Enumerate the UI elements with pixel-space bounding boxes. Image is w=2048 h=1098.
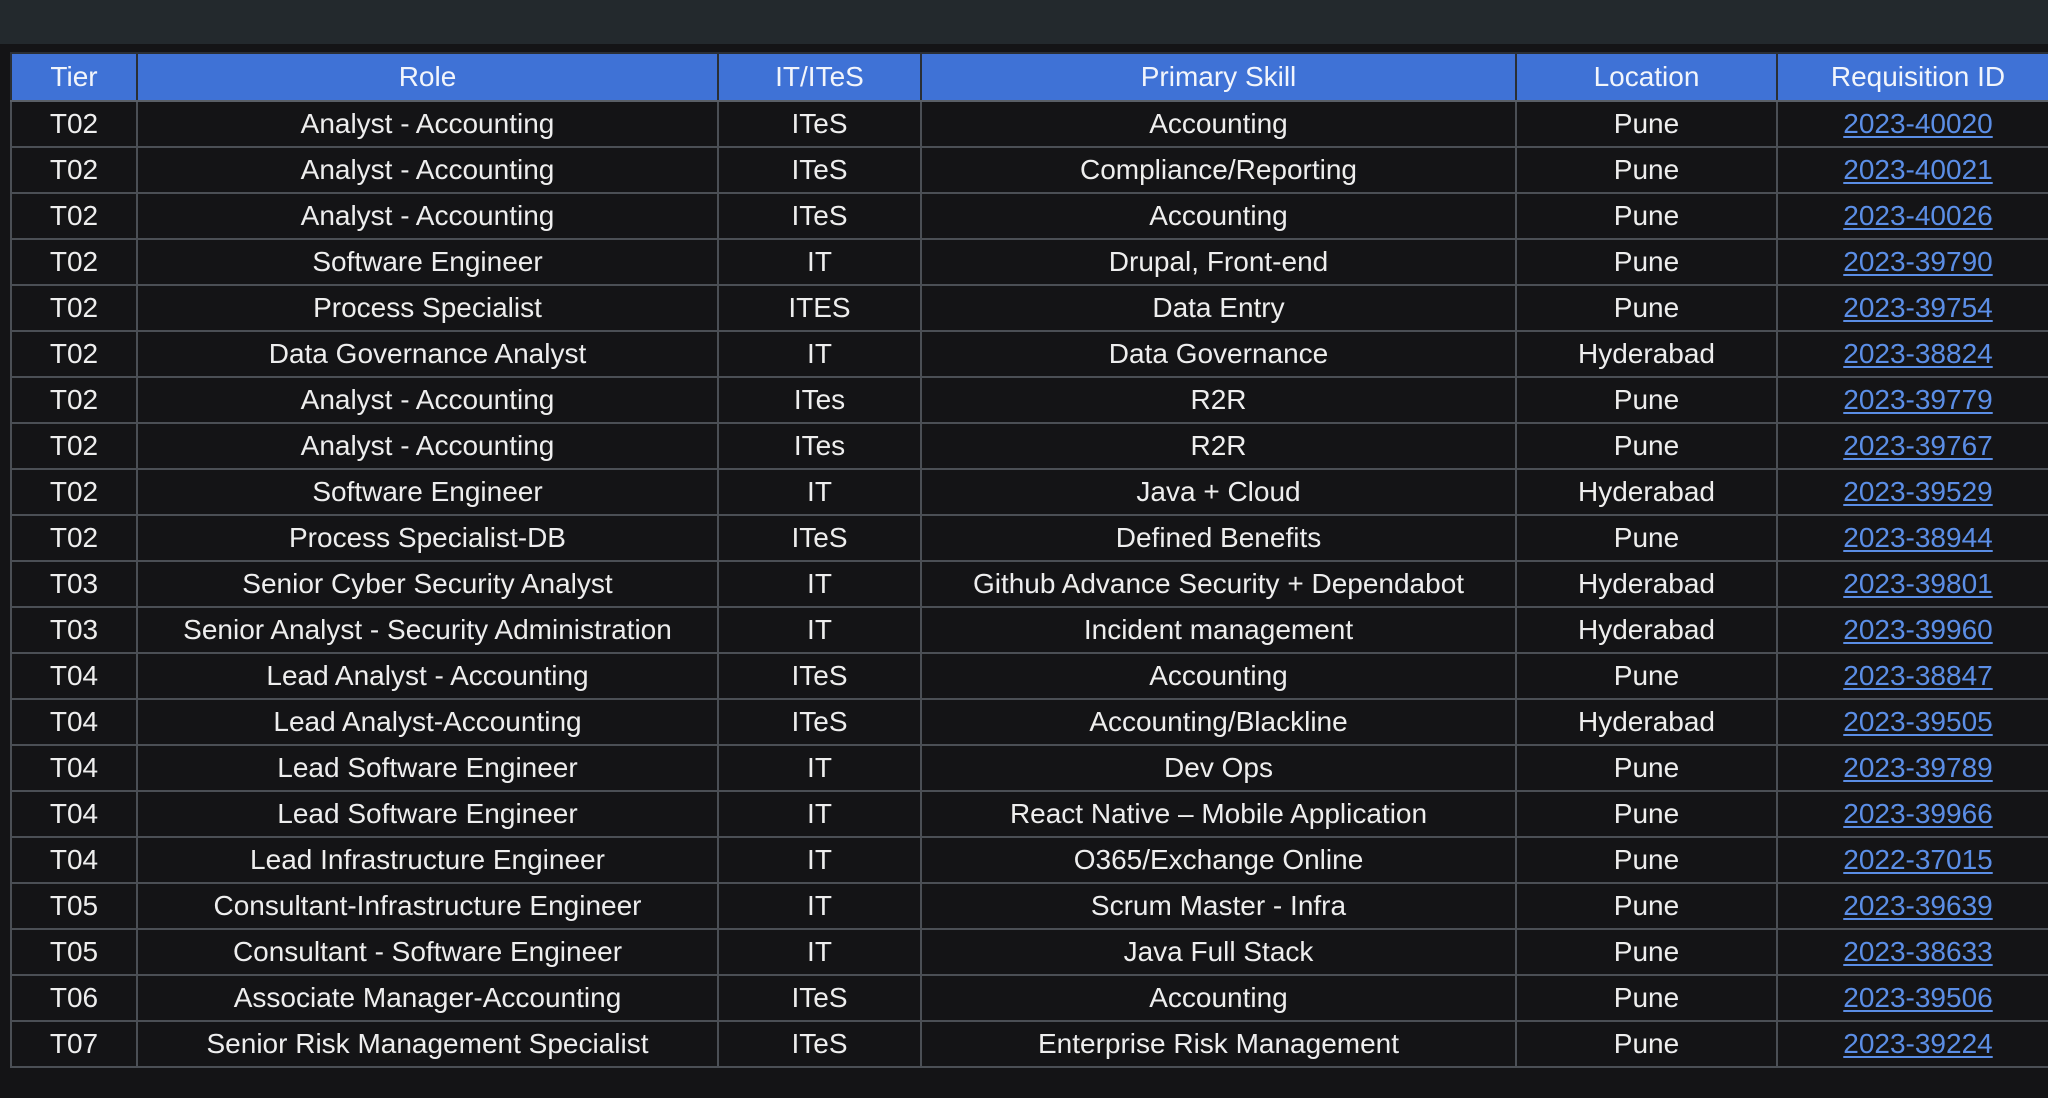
cell-role: Analyst - Accounting <box>137 377 718 423</box>
table-row <box>11 101 2048 147</box>
cell-primary-skill: R2R <box>921 377 1516 423</box>
requisition-link[interactable]: 2023-39966 <box>1843 798 1993 829</box>
table-row <box>11 791 2048 837</box>
cell-role: Process Specialist <box>137 285 718 331</box>
cell-it-ites: IT <box>718 883 921 929</box>
cell-it-ites: IT <box>718 837 921 883</box>
cell-tier: T02 <box>11 515 137 561</box>
cell-it-ites: IT <box>718 607 921 653</box>
requisition-link[interactable]: 2023-38847 <box>1843 660 1993 691</box>
cell-location: Hyderabad <box>1516 561 1777 607</box>
cell-it-ites: ITes <box>718 423 921 469</box>
requisition-link[interactable]: 2023-39754 <box>1843 292 1993 323</box>
cell-requisition-id <box>1777 101 2048 147</box>
cell-requisition-id <box>1777 745 2048 791</box>
requisition-link[interactable]: 2023-39790 <box>1843 246 1993 277</box>
requisition-link[interactable]: 2023-39960 <box>1843 614 1993 645</box>
cell-it-ites: ITES <box>718 285 921 331</box>
cell-location: Pune <box>1516 837 1777 883</box>
cell-requisition-id <box>1777 193 2048 239</box>
cell-primary-skill: R2R <box>921 423 1516 469</box>
cell-tier: T04 <box>11 745 137 791</box>
cell-it-ites: IT <box>718 745 921 791</box>
cell-requisition-id <box>1777 331 2048 377</box>
table-row <box>11 285 2048 331</box>
cell-tier: T07 <box>11 1021 137 1067</box>
cell-it-ites: ITeS <box>718 147 921 193</box>
cell-location: Hyderabad <box>1516 607 1777 653</box>
cell-primary-skill: Enterprise Risk Management <box>921 1021 1516 1067</box>
cell-it-ites: ITeS <box>718 193 921 239</box>
requisition-link[interactable]: 2023-39767 <box>1843 430 1993 461</box>
cell-location: Pune <box>1516 1021 1777 1067</box>
cell-location: Pune <box>1516 101 1777 147</box>
cell-primary-skill: Accounting <box>921 975 1516 1021</box>
header-row <box>11 53 2048 101</box>
table-row <box>11 239 2048 285</box>
cell-primary-skill: Compliance/Reporting <box>921 147 1516 193</box>
cell-it-ites: ITeS <box>718 699 921 745</box>
table-row <box>11 1021 2048 1067</box>
cell-primary-skill: Accounting <box>921 653 1516 699</box>
cell-requisition-id <box>1777 1021 2048 1067</box>
table-row <box>11 837 2048 883</box>
cell-role: Lead Analyst-Accounting <box>137 699 718 745</box>
cell-role: Analyst - Accounting <box>137 147 718 193</box>
cell-location: Pune <box>1516 147 1777 193</box>
cell-requisition-id <box>1777 423 2048 469</box>
requisition-link[interactable]: 2023-40026 <box>1843 200 1993 231</box>
cell-location: Hyderabad <box>1516 331 1777 377</box>
cell-location: Pune <box>1516 791 1777 837</box>
cell-location: Pune <box>1516 423 1777 469</box>
cell-requisition-id <box>1777 515 2048 561</box>
header-location: Location <box>1516 53 1777 101</box>
cell-requisition-id <box>1777 653 2048 699</box>
header-primary-skill: Primary Skill <box>921 53 1516 101</box>
cell-tier: T02 <box>11 147 137 193</box>
cell-role: Consultant-Infrastructure Engineer <box>137 883 718 929</box>
cell-location: Pune <box>1516 653 1777 699</box>
cell-it-ites: IT <box>718 469 921 515</box>
cell-primary-skill: Scrum Master - Infra <box>921 883 1516 929</box>
cell-tier: T04 <box>11 791 137 837</box>
cell-role: Software Engineer <box>137 469 718 515</box>
requisition-link[interactable]: 2023-39639 <box>1843 890 1993 921</box>
cell-it-ites: ITeS <box>718 653 921 699</box>
cell-primary-skill: Dev Ops <box>921 745 1516 791</box>
table-row <box>11 561 2048 607</box>
cell-role: Senior Risk Management Specialist <box>137 1021 718 1067</box>
cell-tier: T02 <box>11 469 137 515</box>
table-row <box>11 653 2048 699</box>
cell-location: Pune <box>1516 515 1777 561</box>
cell-requisition-id <box>1777 929 2048 975</box>
cell-primary-skill: React Native – Mobile Application <box>921 791 1516 837</box>
cell-tier: T04 <box>11 837 137 883</box>
cell-primary-skill: Java + Cloud <box>921 469 1516 515</box>
table-row <box>11 147 2048 193</box>
cell-primary-skill: Data Entry <box>921 285 1516 331</box>
cell-role: Lead Analyst - Accounting <box>137 653 718 699</box>
header-it-ites: IT/ITeS <box>718 53 921 101</box>
cell-tier: T02 <box>11 377 137 423</box>
cell-requisition-id <box>1777 561 2048 607</box>
cell-location: Pune <box>1516 975 1777 1021</box>
requisition-link[interactable]: 2023-39505 <box>1843 706 1993 737</box>
requisition-link[interactable]: 2023-39224 <box>1843 1028 1993 1059</box>
cell-requisition-id <box>1777 699 2048 745</box>
cell-role: Lead Software Engineer <box>137 745 718 791</box>
requisition-link[interactable]: 2023-39779 <box>1843 384 1993 415</box>
job-openings-table <box>10 52 2048 1068</box>
cell-requisition-id <box>1777 285 2048 331</box>
requisition-link[interactable]: 2023-39789 <box>1843 752 1993 783</box>
cell-tier: T02 <box>11 101 137 147</box>
header-requisition-id: Requisition ID <box>1777 53 2048 101</box>
table-row <box>11 883 2048 929</box>
cell-role: Associate Manager-Accounting <box>137 975 718 1021</box>
cell-role: Process Specialist-DB <box>137 515 718 561</box>
cell-location: Pune <box>1516 745 1777 791</box>
table-row <box>11 469 2048 515</box>
cell-requisition-id <box>1777 147 2048 193</box>
header-tier: Tier <box>11 53 137 101</box>
cell-tier: T02 <box>11 193 137 239</box>
cell-role: Senior Cyber Security Analyst <box>137 561 718 607</box>
cell-tier: T03 <box>11 561 137 607</box>
cell-primary-skill: Java Full Stack <box>921 929 1516 975</box>
cell-it-ites: IT <box>718 791 921 837</box>
cell-primary-skill: Data Governance <box>921 331 1516 377</box>
cell-it-ites: IT <box>718 561 921 607</box>
cell-requisition-id <box>1777 377 2048 423</box>
cell-location: Hyderabad <box>1516 469 1777 515</box>
cell-requisition-id <box>1777 469 2048 515</box>
table-row <box>11 699 2048 745</box>
top-bar <box>0 0 2048 44</box>
cell-role: Consultant - Software Engineer <box>137 929 718 975</box>
cell-primary-skill: Defined Benefits <box>921 515 1516 561</box>
cell-tier: T04 <box>11 653 137 699</box>
requisition-link[interactable]: 2023-38633 <box>1843 936 1993 967</box>
cell-tier: T05 <box>11 883 137 929</box>
cell-role: Analyst - Accounting <box>137 193 718 239</box>
table-row <box>11 607 2048 653</box>
cell-primary-skill: Drupal, Front-end <box>921 239 1516 285</box>
cell-primary-skill: Github Advance Security + Dependabot <box>921 561 1516 607</box>
cell-it-ites: IT <box>718 331 921 377</box>
cell-it-ites: IT <box>718 929 921 975</box>
cell-requisition-id <box>1777 883 2048 929</box>
table-body <box>11 101 2048 1067</box>
table-header <box>11 53 2048 101</box>
requisition-link[interactable]: 2023-40020 <box>1843 108 1993 139</box>
cell-location: Hyderabad <box>1516 699 1777 745</box>
cell-tier: T02 <box>11 423 137 469</box>
cell-role: Lead Infrastructure Engineer <box>137 837 718 883</box>
requisition-link[interactable]: 2023-39529 <box>1843 476 1993 507</box>
table-row <box>11 377 2048 423</box>
cell-primary-skill: Accounting/Blackline <box>921 699 1516 745</box>
cell-role: Lead Software Engineer <box>137 791 718 837</box>
cell-location: Pune <box>1516 929 1777 975</box>
cell-tier: T06 <box>11 975 137 1021</box>
cell-tier: T02 <box>11 239 137 285</box>
requisition-link[interactable]: 2023-38824 <box>1843 338 1993 369</box>
table-row <box>11 423 2048 469</box>
cell-it-ites: IT <box>718 239 921 285</box>
cell-location: Pune <box>1516 285 1777 331</box>
cell-requisition-id <box>1777 791 2048 837</box>
cell-role: Analyst - Accounting <box>137 101 718 147</box>
cell-it-ites: ITeS <box>718 1021 921 1067</box>
requisition-link[interactable]: 2023-39506 <box>1843 982 1993 1013</box>
cell-location: Pune <box>1516 239 1777 285</box>
cell-tier: T03 <box>11 607 137 653</box>
cell-requisition-id <box>1777 239 2048 285</box>
cell-location: Pune <box>1516 377 1777 423</box>
table-row <box>11 745 2048 791</box>
table-row <box>11 975 2048 1021</box>
requisition-link[interactable]: 2023-39801 <box>1843 568 1993 599</box>
cell-primary-skill: O365/Exchange Online <box>921 837 1516 883</box>
cell-it-ites: ITeS <box>718 975 921 1021</box>
requisition-link[interactable]: 2022-37015 <box>1843 844 1993 875</box>
table-row <box>11 929 2048 975</box>
cell-it-ites: ITeS <box>718 101 921 147</box>
table-row <box>11 193 2048 239</box>
cell-role: Senior Analyst - Security Administration <box>137 607 718 653</box>
cell-tier: T02 <box>11 331 137 377</box>
cell-tier: T05 <box>11 929 137 975</box>
cell-primary-skill: Accounting <box>921 193 1516 239</box>
cell-requisition-id <box>1777 975 2048 1021</box>
table-row <box>11 515 2048 561</box>
header-role: Role <box>137 53 718 101</box>
cell-role: Data Governance Analyst <box>137 331 718 377</box>
cell-it-ites: ITes <box>718 377 921 423</box>
cell-tier: T04 <box>11 699 137 745</box>
requisition-link[interactable]: 2023-38944 <box>1843 522 1993 553</box>
cell-role: Software Engineer <box>137 239 718 285</box>
cell-primary-skill: Accounting <box>921 101 1516 147</box>
cell-requisition-id <box>1777 607 2048 653</box>
cell-role: Analyst - Accounting <box>137 423 718 469</box>
table-row <box>11 331 2048 377</box>
cell-location: Pune <box>1516 193 1777 239</box>
cell-requisition-id <box>1777 837 2048 883</box>
cell-it-ites: ITeS <box>718 515 921 561</box>
cell-tier: T02 <box>11 285 137 331</box>
requisition-link[interactable]: 2023-40021 <box>1843 154 1993 185</box>
cell-primary-skill: Incident management <box>921 607 1516 653</box>
cell-location: Pune <box>1516 883 1777 929</box>
